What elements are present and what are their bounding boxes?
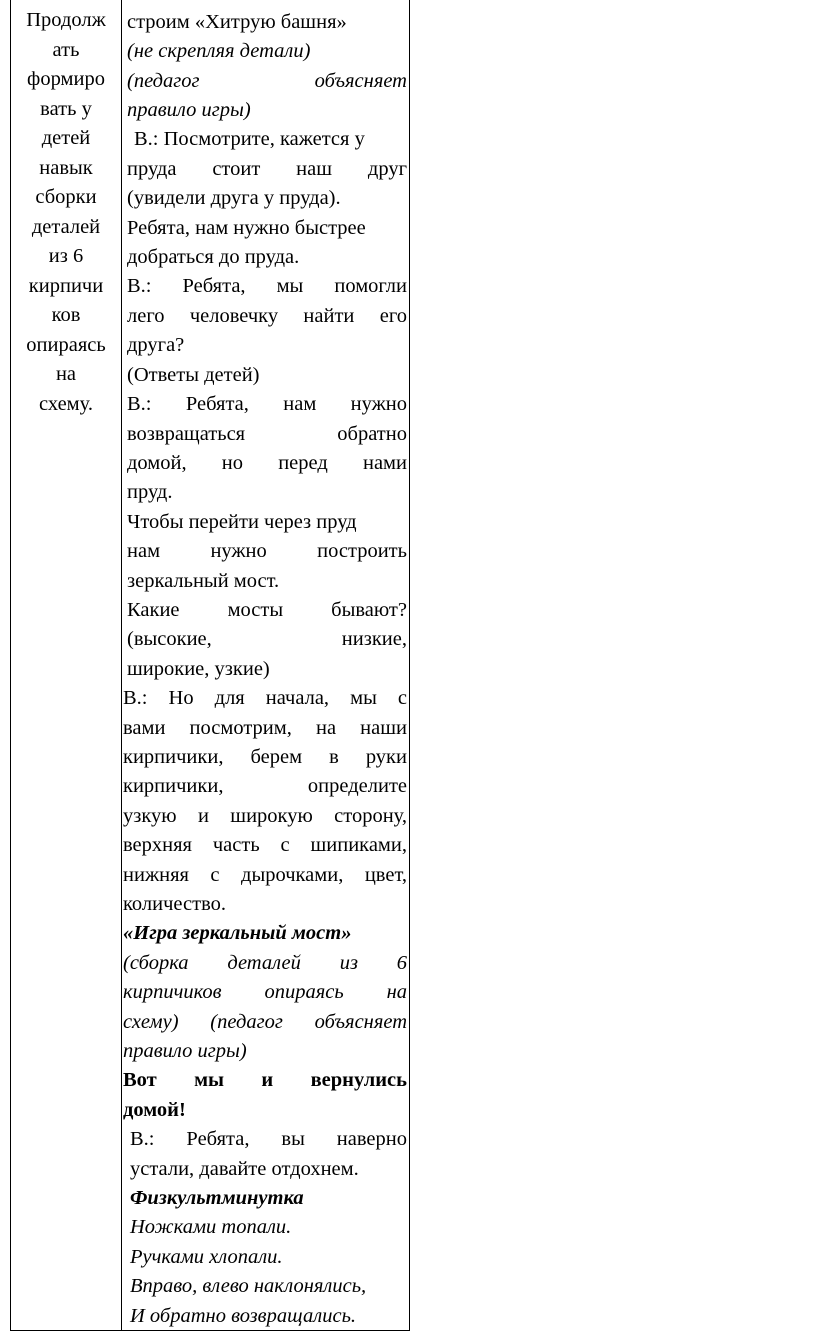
text-line: устали, давайте отдохнем. — [130, 1158, 359, 1180]
goal-cell — [11, 0, 121, 419]
text-line: узкую и широкую сторону, — [123, 805, 407, 827]
goal-line: вать у — [40, 97, 92, 120]
text-line: нам нужно построить — [127, 540, 407, 562]
text-line: возвращаться обратно — [127, 423, 407, 445]
text-line: пруда стоит наш друг — [127, 158, 407, 180]
goal-line: формиро — [27, 68, 105, 90]
text-line: (не скрепляя детали) — [127, 40, 311, 62]
text-line: (Ответы детей) — [127, 364, 260, 386]
text-line: (увидели друга у пруда). — [127, 187, 341, 209]
text-line: И обратно возвращались. — [130, 1305, 357, 1327]
text-line: В.: Ребята, нам нужно — [127, 393, 407, 415]
goal-line: ков — [51, 304, 81, 326]
text-line: В.: Ребята, вы наверно — [130, 1128, 407, 1150]
text-line: кирпичиков опираясь на — [123, 981, 407, 1003]
activity-cell — [122, 0, 410, 1330]
text-line: широкие, узкие) — [127, 658, 270, 680]
text-line: домой! — [123, 1099, 186, 1121]
text-line: нижняя с дырочками, цвет, — [123, 864, 407, 886]
text-line: пруд. — [127, 481, 173, 503]
text-line: добраться до пруда. — [127, 246, 300, 268]
goal-line: кирпичи — [28, 274, 104, 297]
text-line: друга? — [127, 334, 185, 356]
text-line: Какие мосты бывают? — [127, 599, 407, 621]
text-line: правило игры) — [127, 99, 251, 121]
goal-line: из 6 — [48, 245, 84, 267]
text-line: Ножками топали. — [130, 1216, 292, 1238]
goal-line: на — [55, 363, 77, 385]
goal-line: навык — [39, 156, 93, 179]
text-line: количество. — [123, 893, 226, 915]
text-line: Физкультминутка — [130, 1187, 304, 1209]
goal-line: Продолж — [26, 9, 106, 31]
goal-line: сборки — [35, 186, 97, 208]
text-line: В.: Ребята, мы помогли — [127, 275, 407, 297]
text-line: (высокие, низкие, — [127, 628, 407, 650]
text-line: (педагог объясняет — [127, 70, 407, 92]
goal-line: детей — [41, 127, 91, 149]
text-line: схему) (педагог объясняет — [123, 1011, 407, 1033]
lesson-table — [10, 0, 410, 1331]
text-line: Ручками хлопали. — [130, 1246, 283, 1268]
text-line: Чтобы перейти через пруд — [127, 511, 357, 533]
goal-line: опираясь — [26, 333, 106, 356]
text-line: зеркальный мост. — [127, 570, 280, 592]
text-line: домой, но перед нами — [127, 452, 407, 474]
text-line: кирпичики, берем в руки — [123, 746, 407, 768]
text-line: Вот мы и вернулись — [123, 1069, 407, 1091]
goal-line: деталей — [31, 215, 101, 238]
text-line: В.: Но для начала, мы с — [123, 687, 407, 709]
goal-line: схему. — [39, 392, 93, 415]
text-line: Вправо, влево наклонялись, — [130, 1275, 367, 1297]
text-line: лего человечку найти его — [127, 305, 407, 327]
text-line: кирпичики, определите — [123, 775, 407, 797]
text-line: верхняя часть с шипиками, — [123, 834, 407, 856]
text-line: правило игры) — [123, 1040, 247, 1062]
goal-line: ать — [52, 38, 80, 61]
text-line: Ребята, нам нужно быстрее — [127, 217, 366, 239]
text-line: (сборка деталей из 6 — [123, 952, 407, 974]
text-line: строим «Хитрую башня» — [127, 11, 347, 33]
text-line: «Игра зеркальный мост» — [123, 922, 352, 944]
text-line: вами посмотрим, на наши — [123, 717, 407, 739]
text-line: В.: Посмотрите, кажется у — [134, 128, 365, 150]
